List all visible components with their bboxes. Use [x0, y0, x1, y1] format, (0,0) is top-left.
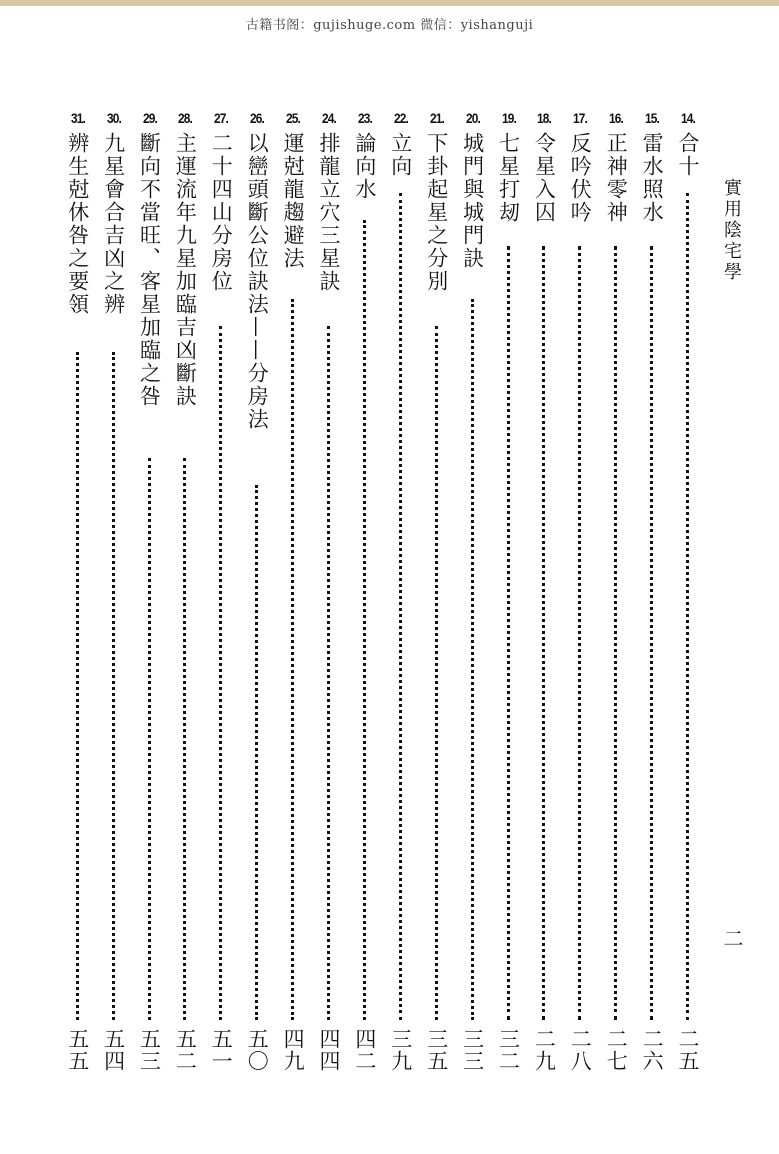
entry-title: 雷水照水 — [640, 132, 665, 224]
entry-number: 28. — [178, 110, 193, 126]
entry-number: 31. — [70, 110, 85, 126]
dot-leader — [363, 220, 366, 1021]
toc-entry — [207, 110, 235, 1090]
entry-title: 二十四山分房位 — [209, 132, 234, 293]
entry-number: 16. — [609, 110, 624, 126]
entry-number: 22. — [393, 110, 408, 126]
entry-page-number: 二九 — [532, 1028, 557, 1072]
toc-entry — [64, 110, 92, 1090]
entry-title: 城門與城門訣 — [460, 132, 485, 270]
dot-leader — [435, 326, 438, 1021]
entry-number: 29. — [142, 110, 157, 126]
entry-number: 18. — [537, 110, 552, 126]
dot-leader — [614, 246, 617, 1020]
toc-entry — [674, 110, 702, 1090]
toc-entry — [387, 110, 415, 1090]
dot-leader — [183, 458, 186, 1020]
entry-page-number: 三九 — [388, 1028, 413, 1072]
entry-number: 23. — [357, 110, 372, 126]
toc-entry — [602, 110, 630, 1090]
dot-leader — [471, 299, 474, 1020]
entry-page-number: 二六 — [640, 1028, 665, 1072]
entry-number: 17. — [573, 110, 588, 126]
dot-leader — [291, 299, 294, 1020]
entry-page-number: 二八 — [568, 1028, 593, 1072]
toc-entry — [100, 110, 128, 1090]
entry-number: 19. — [501, 110, 516, 126]
running-title: 實用陰宅學 — [721, 178, 742, 283]
entry-title: 以巒頭斷公位訣法——分房法 — [245, 132, 270, 431]
entry-page-number: 五一 — [209, 1028, 234, 1072]
entry-title: 七星打刼 — [496, 132, 521, 224]
entry-title: 正神零神 — [604, 132, 629, 224]
entry-title: 論向水 — [352, 132, 377, 201]
dot-leader — [76, 352, 79, 1020]
toc-entry — [171, 110, 199, 1090]
dot-leader — [327, 326, 330, 1021]
toc-entry — [315, 110, 343, 1090]
entry-page-number: 五二 — [173, 1028, 198, 1072]
entry-title: 排龍立穴三星訣 — [317, 132, 341, 293]
entry-page-number: 二七 — [604, 1028, 629, 1072]
toc-entry — [638, 110, 666, 1090]
entry-title: 主運流年九星加臨吉凶斷訣 — [173, 132, 198, 408]
entry-page-number: 四二 — [352, 1028, 377, 1072]
dot-leader — [399, 193, 402, 1020]
entry-page-number: 五三 — [137, 1028, 162, 1072]
entry-title: 反吟伏吟 — [568, 132, 593, 224]
entry-page-number: 四四 — [317, 1028, 341, 1072]
entry-number: 21. — [429, 110, 444, 126]
entry-page-number: 三二 — [496, 1028, 521, 1072]
entry-title: 合十 — [676, 132, 700, 178]
entry-title: 令星入囚 — [532, 132, 557, 224]
dot-leader — [255, 485, 258, 1021]
entry-page-number: 三三 — [460, 1028, 485, 1072]
entry-number: 20. — [465, 110, 480, 126]
toc-entry — [423, 110, 451, 1090]
toc-entry — [351, 110, 379, 1090]
entry-number: 30. — [106, 110, 121, 126]
page-number: 二 — [720, 928, 744, 948]
entry-title: 九星會合吉凶之辨 — [101, 132, 126, 316]
table-of-contents — [65, 110, 702, 1090]
entry-title: 運尅龍趨避法 — [281, 132, 306, 270]
dot-leader — [148, 458, 151, 1020]
dot-leader — [112, 352, 115, 1020]
dot-leader — [507, 246, 510, 1020]
toc-entry — [530, 110, 558, 1090]
entry-title: 下卦起星之分別 — [424, 132, 449, 293]
toc-entry — [495, 110, 523, 1090]
toc-entry — [243, 110, 271, 1090]
top-border — [0, 0, 779, 6]
toc-entry — [136, 110, 164, 1090]
dot-leader — [219, 326, 222, 1021]
entry-number: 24. — [322, 110, 336, 126]
watermark: 古籍书阁：gujishuge.com 微信：yishanguji — [245, 18, 534, 33]
entry-number: 25. — [286, 110, 301, 126]
toc-entry — [566, 110, 594, 1090]
entry-page-number: 四九 — [281, 1028, 306, 1072]
entry-number: 26. — [250, 110, 265, 126]
dot-leader — [542, 246, 545, 1020]
toc-entry — [279, 110, 307, 1090]
dot-leader — [686, 193, 689, 1020]
entry-title: 立向 — [388, 132, 413, 178]
toc-entry — [459, 110, 487, 1090]
entry-number: 15. — [645, 110, 660, 126]
dot-leader — [650, 246, 653, 1020]
entry-title: 辨生尅休咎之要領 — [65, 132, 90, 316]
entry-page-number: 五四 — [101, 1028, 126, 1072]
entry-page-number: 三五 — [424, 1028, 449, 1072]
entry-title: 斷向不當旺、客星加臨之咎 — [137, 132, 162, 408]
entry-page-number: 五五 — [65, 1028, 90, 1072]
dot-leader — [578, 246, 581, 1020]
entry-page-number: 二五 — [676, 1028, 700, 1072]
entry-number: 14. — [681, 110, 695, 126]
entry-page-number: 五〇 — [245, 1028, 270, 1072]
entry-number: 27. — [214, 110, 229, 126]
